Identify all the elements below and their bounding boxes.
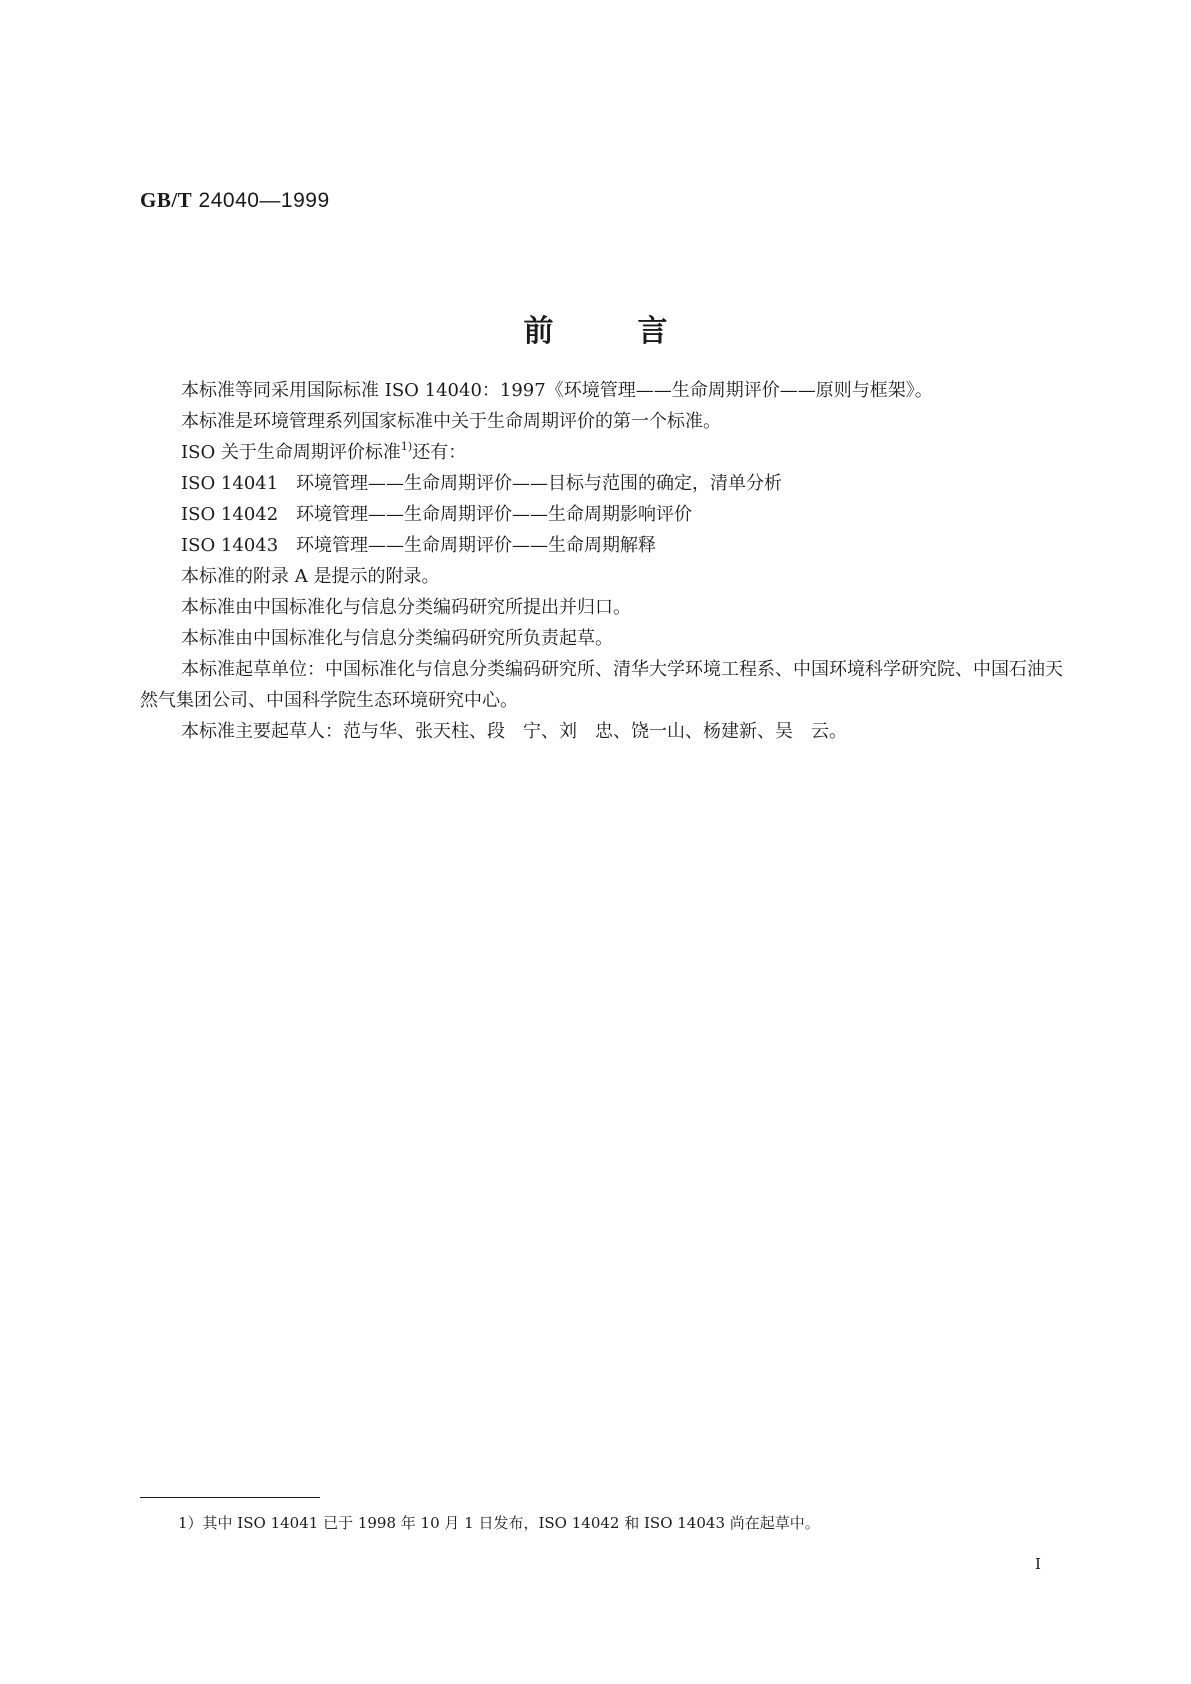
standard-code-item: ISO 14041	[181, 473, 279, 494]
standard-prefix: GB/T	[140, 188, 193, 212]
related-standards-text: ISO 关于生命周期评价标准	[181, 442, 401, 463]
standard-code-item: ISO 14043	[181, 535, 279, 556]
list-item	[140, 530, 1070, 561]
paragraph-drafter: 本标准由中国标准化与信息分类编码研究所负责起草。	[181, 628, 613, 649]
footnote: 1）其中 ISO 14041 已于 1998 年 10 月 1 日发布，ISO 14042 和 ISO 14043 尚在起草中。	[178, 1514, 820, 1532]
paragraph-appendix: 本标准的附录 A 是提示的附录。	[181, 566, 440, 587]
paragraph-adoption: 本标准等同采用国际标准 ISO 14040：1997《环境管理——生命周期评价——原则与框架》。	[181, 380, 933, 401]
footnote-marker: 1)	[400, 440, 413, 453]
standard-code: 24040—1999	[198, 189, 330, 212]
footnote-divider	[140, 1497, 320, 1498]
page-title: 前言	[523, 314, 752, 349]
paragraph-drafting-persons: 本标准主要起草人：范与华、张天柱、段 宁、刘 忠、饶一山、杨建新、吴 云。	[181, 721, 847, 742]
paragraph-scope: 本标准是环境管理系列国家标准中关于生命周期评价的第一个标准。	[181, 411, 721, 432]
standard-title-item: 环境管理——生命周期评价——目标与范围的确定，清单分析	[296, 473, 782, 494]
list-item	[140, 499, 1070, 530]
standard-title-item: 环境管理——生命周期评价——生命周期解释	[296, 535, 656, 556]
paragraph-drafting-units: 本标准起草单位：中国标准化与信息分类编码研究所、清华大学环境工程系、中国环境科学研究院、中国石油天然气集团公司、中国科学院生态环境研究中心。	[140, 659, 1063, 711]
list-item	[140, 468, 1070, 499]
standard-code-item: ISO 14042	[181, 504, 279, 525]
paragraph-related-standards	[140, 437, 1070, 468]
standard-title-item: 环境管理——生命周期评价——生命周期影响评价	[296, 504, 692, 525]
standard-number	[140, 188, 330, 213]
foreword-body	[140, 375, 1070, 747]
page-number: I	[1035, 1555, 1041, 1573]
paragraph-proposer: 本标准由中国标准化与信息分类编码研究所提出并归口。	[181, 597, 631, 618]
related-standards-text-end: 还有：	[412, 442, 467, 463]
